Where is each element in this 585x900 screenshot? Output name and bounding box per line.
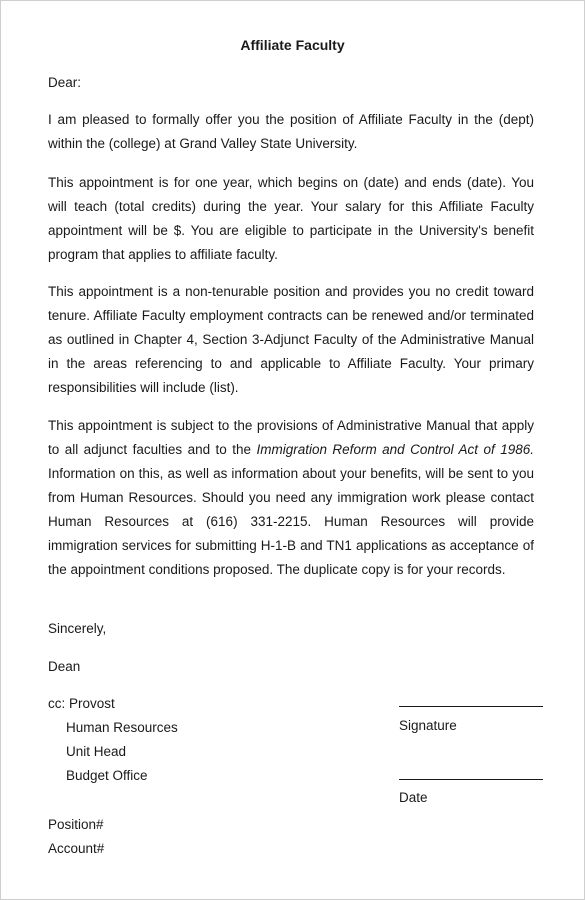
signature-label: Signature: [399, 718, 457, 733]
paragraph-offer: I am pleased to formally offer you the position of Affiliate Faculty in the (dept) within the (college) at Grand Valley State University.: [48, 112, 534, 151]
date-line[interactable]: [399, 779, 543, 780]
immigration-act-reference: Immigration Reform and Control Act of 1986.: [256, 442, 534, 457]
paragraph-provisions-text-1: This appointment is subject to the provisions of Administrative Manual that apply to all adjunct faculties and to the: [48, 418, 534, 457]
account-number-label: Account#: [48, 841, 105, 856]
cc-label: cc: Provost: [48, 696, 115, 711]
signature-line[interactable]: [399, 706, 543, 707]
signer-name: Dean: [48, 659, 81, 674]
paragraph-term-salary: This appointment is for one year, which begins on (date) and ends (date). You will teach (total credits) during the year. Your salary for this Affiliate Faculty appointment will be $. You are eligible to participate in the University's benefit program that applies to affiliate faculty.: [48, 175, 534, 262]
paragraph-provisions-text-2: Information on this, as well as information about your benefits, will be sent to you from Human Resources. Should you need any immigration work please contact Human Resources at (616) 331-2215. Human Resources will provide immigration services for submitting H-1-B and TN1 applications as acceptance of the appointment conditions proposed. The duplicate copy is for your records.: [48, 466, 534, 577]
date-label: Date: [399, 790, 428, 805]
paragraph-tenure: This appointment is a non-tenurable position and provides you no credit toward tenure. Affiliate Faculty employment contracts can be renewed and/or terminated as outlined in Chapter 4, Section 3-Adjunct Faculty of the Administrative Manual in the areas referencing to and applicable to Affiliate Faculty. Your primary responsibilities will include (list).: [48, 284, 534, 395]
document-title: Affiliate Faculty: [240, 37, 345, 53]
cc-item-budget-office: Budget Office: [66, 768, 148, 783]
cc-item-unit-head: Unit Head: [66, 744, 127, 759]
paragraph-provisions: [48, 414, 534, 582]
position-number-label: Position#: [48, 817, 104, 832]
greeting: Dear:: [48, 75, 82, 90]
closing: Sincerely,: [48, 621, 107, 636]
cc-item-human-resources: Human Resources: [66, 720, 178, 735]
